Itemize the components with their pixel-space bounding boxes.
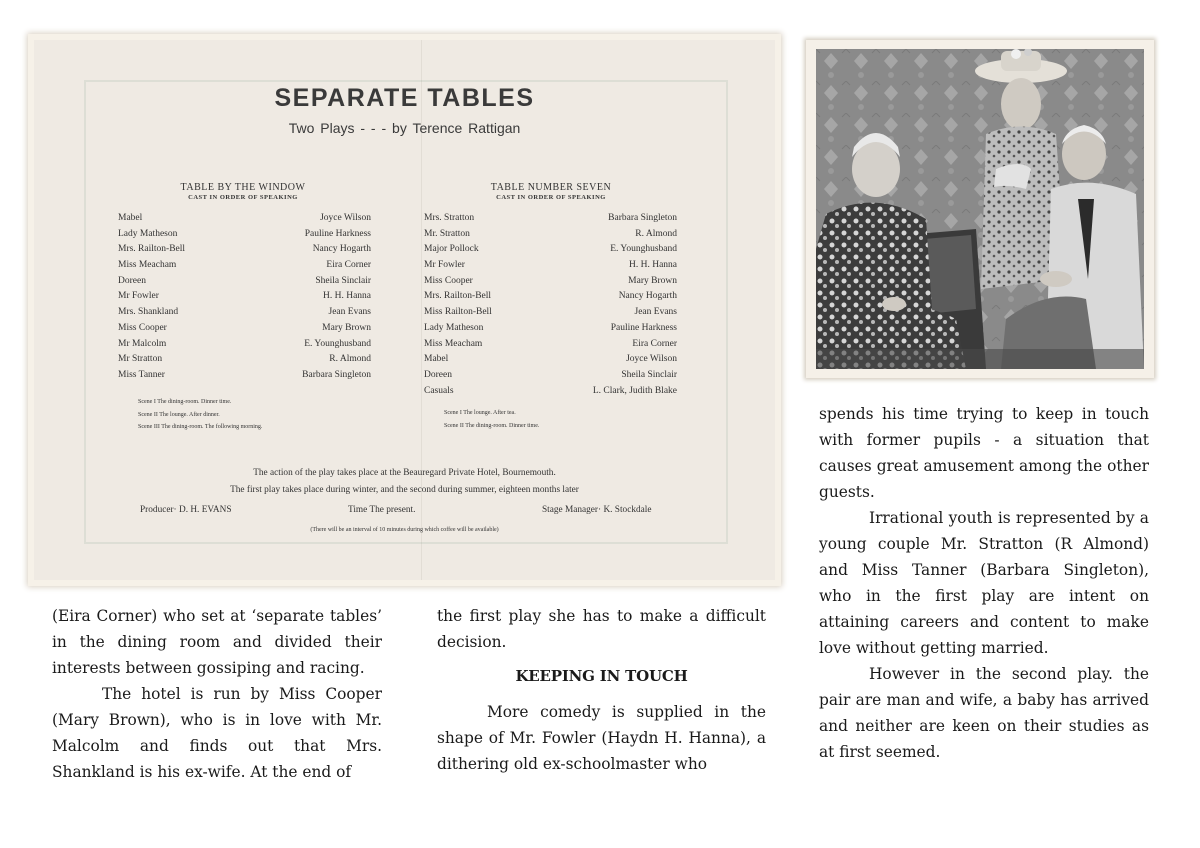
cast-row: Mabel Joyce Wilson xyxy=(118,213,371,223)
cast-row: Mr Malcolm E. Younghusband xyxy=(118,338,371,349)
photo-frame xyxy=(806,40,1154,378)
cast-row: Mrs. Shankland Jean Evans xyxy=(118,307,371,318)
cast-row: Miss Cooper Mary Brown xyxy=(118,322,371,333)
scene-line: Scene I The lounge. After tea. xyxy=(444,410,516,416)
cast-row: Miss Meacham Eira Corner xyxy=(424,338,677,349)
scene-line: Scene III The dining-room. The following morning. xyxy=(138,424,263,430)
article-column-2 xyxy=(437,603,766,777)
cast-row: Mrs. Railton-Bell Nancy Hogarth xyxy=(118,244,371,255)
cast-row: Casuals L. Clark, Judith Blake xyxy=(424,385,677,396)
cast-row: Mrs. Stratton Barbara Singleton xyxy=(424,213,677,223)
cast-row: Mabel Joyce Wilson xyxy=(424,354,677,365)
cast-photograph xyxy=(816,49,1144,369)
article-paragraph: More comedy is supplied in the shape of Mr. Fowler (Haydn H. Hanna), a dithering old ex-schoolmaster who xyxy=(437,703,766,773)
play1-cast-list xyxy=(118,211,371,384)
article-paragraph: However in the second play. the pair are man and wife, a baby has arrived and neither are keen on their studies as at first seemed. xyxy=(819,665,1149,761)
play2-heading xyxy=(426,182,676,201)
producer-credit: Producer· D. H. EVANS xyxy=(140,505,232,515)
play1-scenes xyxy=(138,396,262,434)
play2-scenes xyxy=(444,407,539,432)
cast-row: Miss Tanner Barbara Singleton xyxy=(118,369,371,380)
cast-row: Doreen Sheila Sinclair xyxy=(424,369,677,380)
play2-title: TABLE NUMBER SEVEN xyxy=(490,182,612,193)
cast-row: Miss Cooper Mary Brown xyxy=(424,275,677,286)
cast-row: Major Pollock E. Younghusband xyxy=(424,244,677,255)
cast-row: Mrs. Railton-Bell Nancy Hogarth xyxy=(424,291,677,302)
article-paragraph: The hotel is run by Miss Cooper (Mary Brown), who is in love with Mr. Malcolm and finds out that Mrs. Shankland is his ex-wife. At the end of xyxy=(52,685,382,781)
cast-row: Mr Fowler H. H. Hanna xyxy=(424,260,677,271)
section-heading: KEEPING IN TOUCH xyxy=(515,667,688,685)
scene-line: Scene II The dining-room. Dinner time. xyxy=(444,422,540,429)
stage-manager-credit: Stage Manager· K. Stockdale xyxy=(542,505,652,515)
time-credit: Time The present. xyxy=(348,505,416,515)
article-column-3 xyxy=(819,401,1149,765)
programme-subtitle: Two Plays - - - by Terence Rattigan xyxy=(288,120,521,136)
photograph-image xyxy=(816,49,1144,369)
cast-row: Miss Railton-Bell Jean Evans xyxy=(424,307,677,318)
play1-title: TABLE BY THE WINDOW xyxy=(180,182,306,193)
play2-cast-label: CAST IN ORDER OF SPEAKING xyxy=(496,194,606,201)
cast-row: Mr Fowler H. H. Hanna xyxy=(118,291,371,302)
scene-line: Scene I The dining-room. Dinner time. xyxy=(138,399,232,405)
action-line-1: The action of the play takes place at the Beauregard Private Hotel, Bournemouth. xyxy=(253,468,556,478)
article-paragraph: spends his time trying to keep in touch with former pupils - a situation that causes great amusement among the other guests. xyxy=(819,405,1149,501)
article-paragraph: Irrational youth is represented by a young couple Mr. Stratton (R Almond) and Miss Tanner (Barbara Singleton), who in the first play are intent on attaining careers and content to make love without getting married. xyxy=(819,509,1149,657)
article-column-1 xyxy=(52,603,382,785)
article-paragraph: (Eira Corner) who set at ‘separate tables’ in the dining room and divided their interests between gossiping and racing. xyxy=(52,607,382,677)
cast-row: Lady Matheson Pauline Harkness xyxy=(118,228,371,239)
cast-row: Doreen Sheila Sinclair xyxy=(118,275,371,286)
programme-title: SEPARATE TABLES xyxy=(274,84,535,112)
programme-scan xyxy=(34,40,775,580)
action-line-2: The first play takes place during winter, and the second during summer, eighteen months later xyxy=(230,485,579,495)
play1-cast-label: CAST IN ORDER OF SPEAKING xyxy=(188,194,298,201)
play2-cast-list xyxy=(424,211,677,399)
article-paragraph: the first play she has to make a difficult decision. xyxy=(437,607,766,651)
scene-line: Scene II The lounge. After dinner. xyxy=(138,411,220,418)
play1-heading xyxy=(118,182,368,201)
cast-row: Lady Matheson Pauline Harkness xyxy=(424,322,677,333)
interval-note: (There will be an interval of 10 minutes during which coffee will be available) xyxy=(310,527,499,533)
cast-row: Mr Stratton R. Almond xyxy=(118,354,371,365)
cast-row: Mr. Stratton R. Almond xyxy=(424,228,677,239)
cast-row: Miss Meacham Eira Corner xyxy=(118,260,371,271)
